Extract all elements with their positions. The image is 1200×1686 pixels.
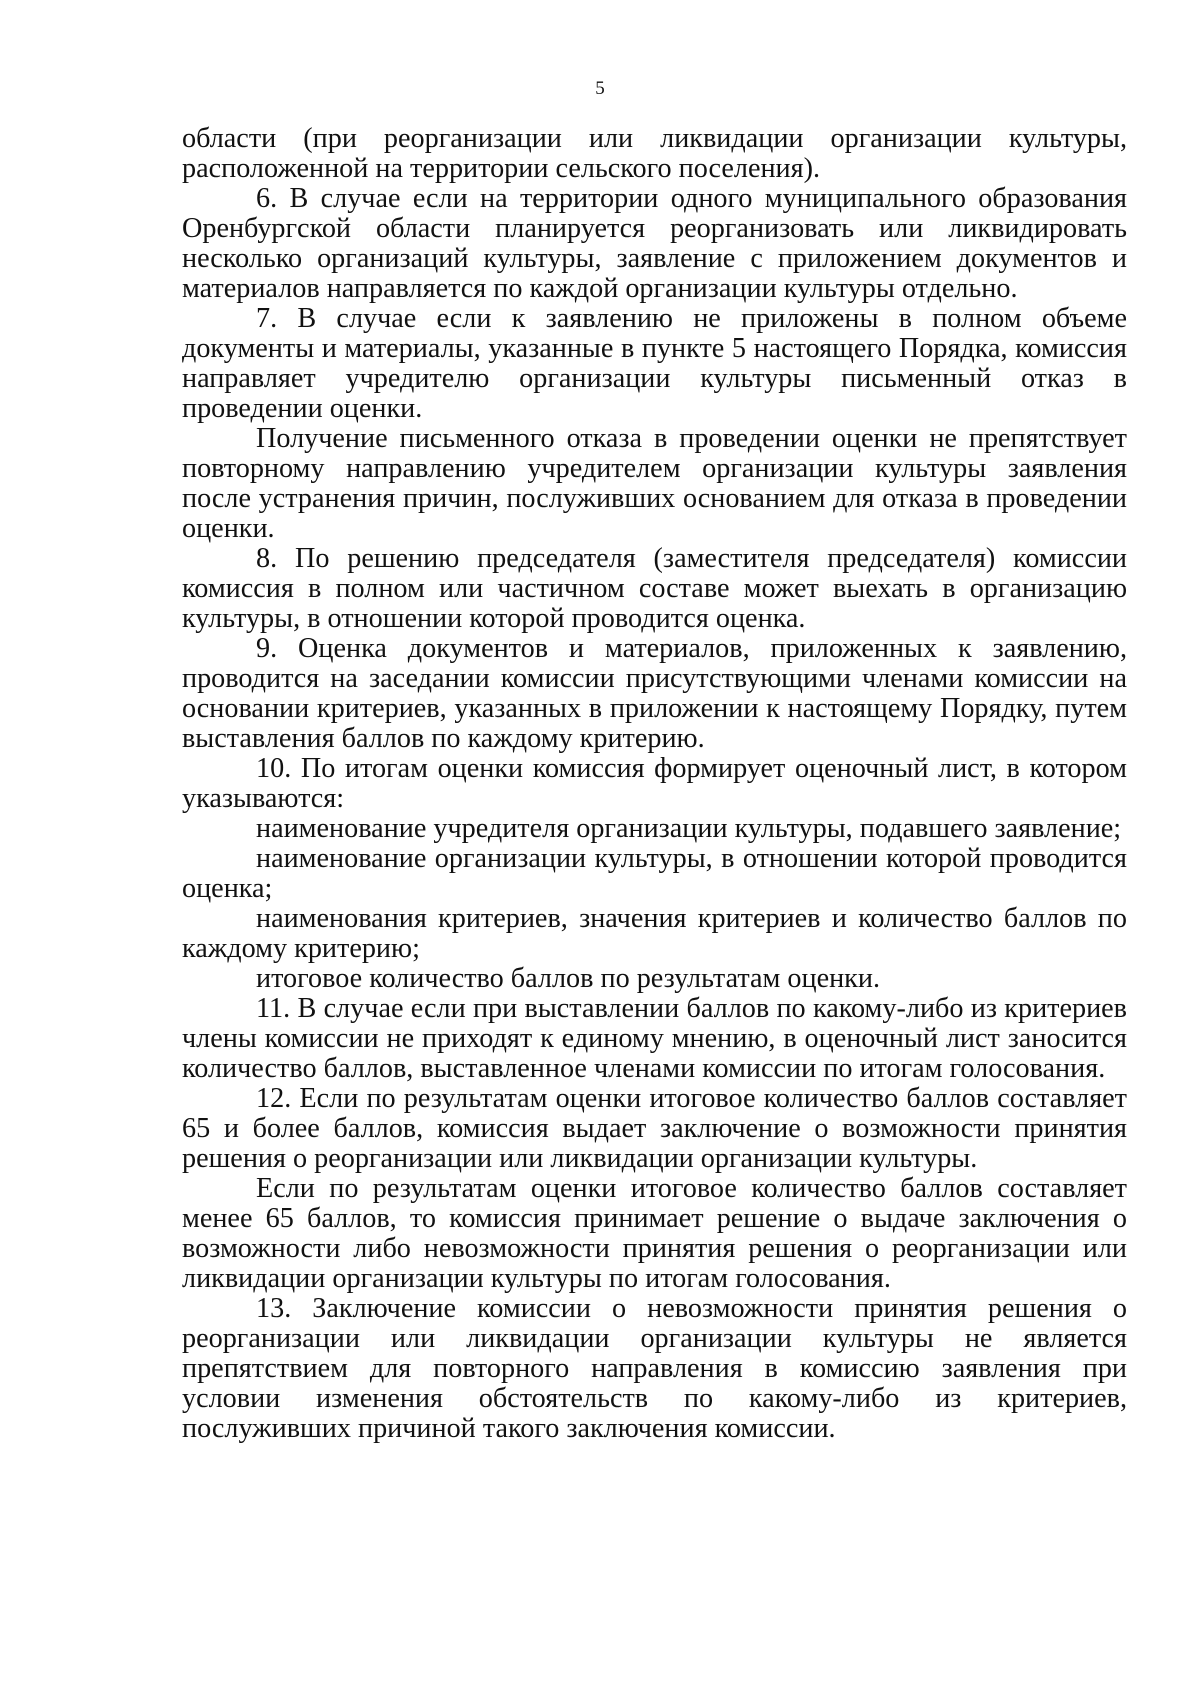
paragraph: 6. В случае если на территории одного муниципального образования Оренбургской области планируется реорганизовать или ликвидировать несколько организаций культуры, заявление с приложением документов и материалов направляется по каждой организации культуры отдельно. [182, 183, 1127, 304]
paragraph: 10. По итогам оценки комиссия формирует оценочный лист, в котором указываются: [182, 753, 1127, 814]
paragraph: области (при реорганизации или ликвидации организации культуры, расположенной на территории сельского поселения). [182, 123, 1127, 184]
paragraph: Получение письменного отказа в проведении оценки не препятствует повторному направлению учредителем организации культуры заявления после устранения причин, послуживших основанием для отказа в проведении оценки. [182, 423, 1127, 544]
paragraph: 7. В случае если к заявлению не приложены в полном объеме документы и материалы, указанные в пункте 5 настоящего Порядка, комиссия направляет учредителю организации культуры письменный отказ в проведении оценки. [182, 303, 1127, 424]
list-item: наименование организации культуры, в отношении которой проводится оценка; [182, 843, 1127, 904]
paragraph: 13. Заключение комиссии о невозможности принятия решения о реорганизации или ликвидации организации культуры не является препятствием для повторного направления в комиссию заявления при условии изменения обстоятельств по какому-либо из критериев, послуживших причиной такого заключения комиссии. [182, 1293, 1127, 1444]
paragraph: Если по результатам оценки итоговое количество баллов составляет менее 65 баллов, то комиссия принимает решение о выдаче заключения о возможности либо невозможности принятия решения о реорганизации или ликвидации организации культуры по итогам голосования. [182, 1173, 1127, 1294]
list-item: наименования критериев, значения критериев и количество баллов по каждому критерию; [182, 903, 1127, 964]
list-item: итоговое количество баллов по результатам оценки. [256, 963, 881, 994]
paragraph: 9. Оценка документов и материалов, приложенных к заявлению, проводится на заседании комиссии присутствующими членами комиссии на основании критериев, указанных в приложении к настоящему Порядку, путем выставления баллов по каждому критерию. [182, 633, 1127, 754]
paragraph: 8. По решению председателя (заместителя председателя) комиссии комиссия в полном или частичном составе может выехать в организацию культуры, в отношении которой проводится оценка. [182, 543, 1127, 634]
page-number: 5 [595, 78, 605, 99]
paragraph: 11. В случае если при выставлении баллов по какому-либо из критериев члены комиссии не приходят к единому мнению, в оценочный лист заносится количество баллов, выставленное членами комиссии по итогам голосования. [182, 993, 1127, 1084]
document-body [182, 124, 1127, 1444]
paragraph: 12. Если по результатам оценки итоговое количество баллов составляет 65 и более баллов, комиссия выдает заключение о возможности принятия решения о реорганизации или ликвидации организации культуры. [182, 1083, 1127, 1174]
list-item: наименование учредителя организации культуры, подавшего заявление; [256, 813, 1122, 844]
